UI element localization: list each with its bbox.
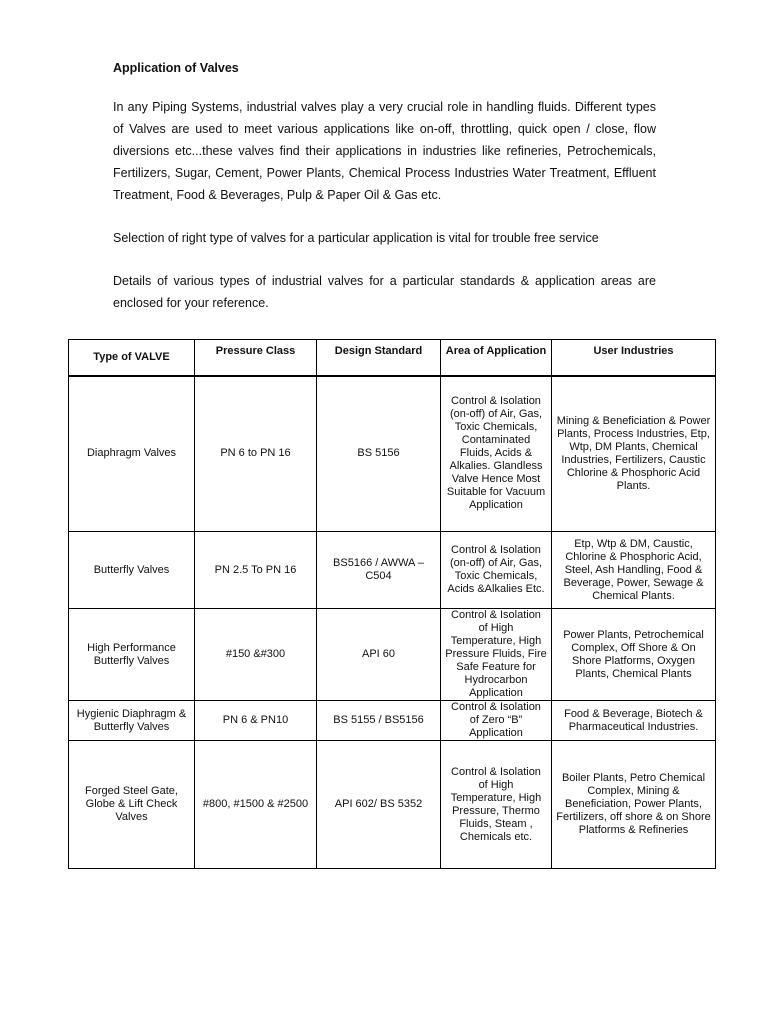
cell-standard: API 602/ BS 5352	[317, 741, 441, 869]
cell-pressure: #150 &#300	[195, 609, 317, 701]
cell-area: Control & Isolation of High Temperature, High Pressure Fluids, Fire Safe Feature for Hydrocarbon Application	[441, 609, 552, 701]
cell-users: Food & Beverage, Biotech & Pharmaceutical Industries.	[552, 701, 716, 741]
cell-standard: BS 5155 / BS5156	[317, 701, 441, 741]
cell-pressure: PN 6 to PN 16	[195, 376, 317, 532]
table-row	[69, 741, 716, 869]
header-users: User Industries	[552, 340, 716, 376]
cell-area: Control & Isolation (on-off) of Air, Gas, Toxic Chemicals, Contaminated Fluids, Acids & Alkalies. Glandless Valve Hence Most Suitable for Vacuum Application	[441, 376, 552, 532]
cell-standard: BS5166 / AWWA –C504	[317, 532, 441, 609]
cell-pressure: #800, #1500 & #2500	[195, 741, 317, 869]
valves-table	[68, 339, 716, 869]
cell-type: High Performance Butterfly Valves	[69, 609, 195, 701]
cell-users: Power Plants, Petrochemical Complex, Off Shore & On Shore Platforms, Oxygen Plants, Chemical Plants	[552, 609, 716, 701]
header-standard: Design Standard	[317, 340, 441, 376]
table-row	[69, 532, 716, 609]
cell-type: Butterfly Valves	[69, 532, 195, 609]
cell-standard: API 60	[317, 609, 441, 701]
cell-users: Boiler Plants, Petro Chemical Complex, Mining & Beneficiation, Power Plants, Fertilizers, off shore & on Shore Platforms & Refineries	[552, 741, 716, 869]
cell-standard: BS 5156	[317, 376, 441, 532]
cell-type: Forged Steel Gate, Globe & Lift Check Valves	[69, 741, 195, 869]
header-pressure: Pressure Class	[195, 340, 317, 376]
header-type: Type of VALVE	[69, 340, 195, 376]
cell-area: Control & Isolation of High Temperature, High Pressure, Thermo Fluids, Steam , Chemicals etc.	[441, 741, 552, 869]
cell-area: Control & Isolation of Zero “B” Application	[441, 701, 552, 741]
cell-users: Mining & Beneficiation & Power Plants, Process Industries, Etp, Wtp, DM Plants, Chemical Industries, Fertilizers, Caustic Chlorine & Phosphoric Acid Plants.	[552, 376, 716, 532]
selection-paragraph: Selection of right type of valves for a particular application is vital for trouble free service	[113, 231, 599, 245]
cell-users: Etp, Wtp & DM, Caustic, Chlorine & Phosphoric Acid, Steel, Ash Handling, Food & Beverage, Power, Sewage & Chemical Plants.	[552, 532, 716, 609]
table-row	[69, 376, 716, 532]
details-paragraph: Details of various types of industrial valves for a particular standards & application areas are enclosed for your reference.	[113, 274, 656, 310]
table-header-row	[69, 340, 716, 376]
cell-type: Hygienic Diaphragm & Butterfly Valves	[69, 701, 195, 741]
page-title: Application of Valves	[113, 61, 239, 75]
table-row	[69, 609, 716, 701]
header-area: Area of Application	[441, 340, 552, 376]
intro-paragraph: In any Piping Systems, industrial valves play a very crucial role in handling fluids. Different types of Valves are used to meet various applications like on-off, throttling, quick open / close, flow diversions etc...these valves find their applications in industries like refineries, Petrochemicals, Fertilizers, Sugar, Cement, Power Plants, Chemical Process Industries Water Treatment, Effluent Treatment, Food & Beverages, Pulp & Paper Oil & Gas etc.	[113, 100, 656, 202]
cell-area: Control & Isolation (on-off) of Air, Gas, Toxic Chemicals, Acids &Alkalies Etc.	[441, 532, 552, 609]
cell-pressure: PN 2.5 To PN 16	[195, 532, 317, 609]
cell-type: Diaphragm Valves	[69, 376, 195, 532]
table-row	[69, 701, 716, 741]
cell-pressure: PN 6 & PN10	[195, 701, 317, 741]
